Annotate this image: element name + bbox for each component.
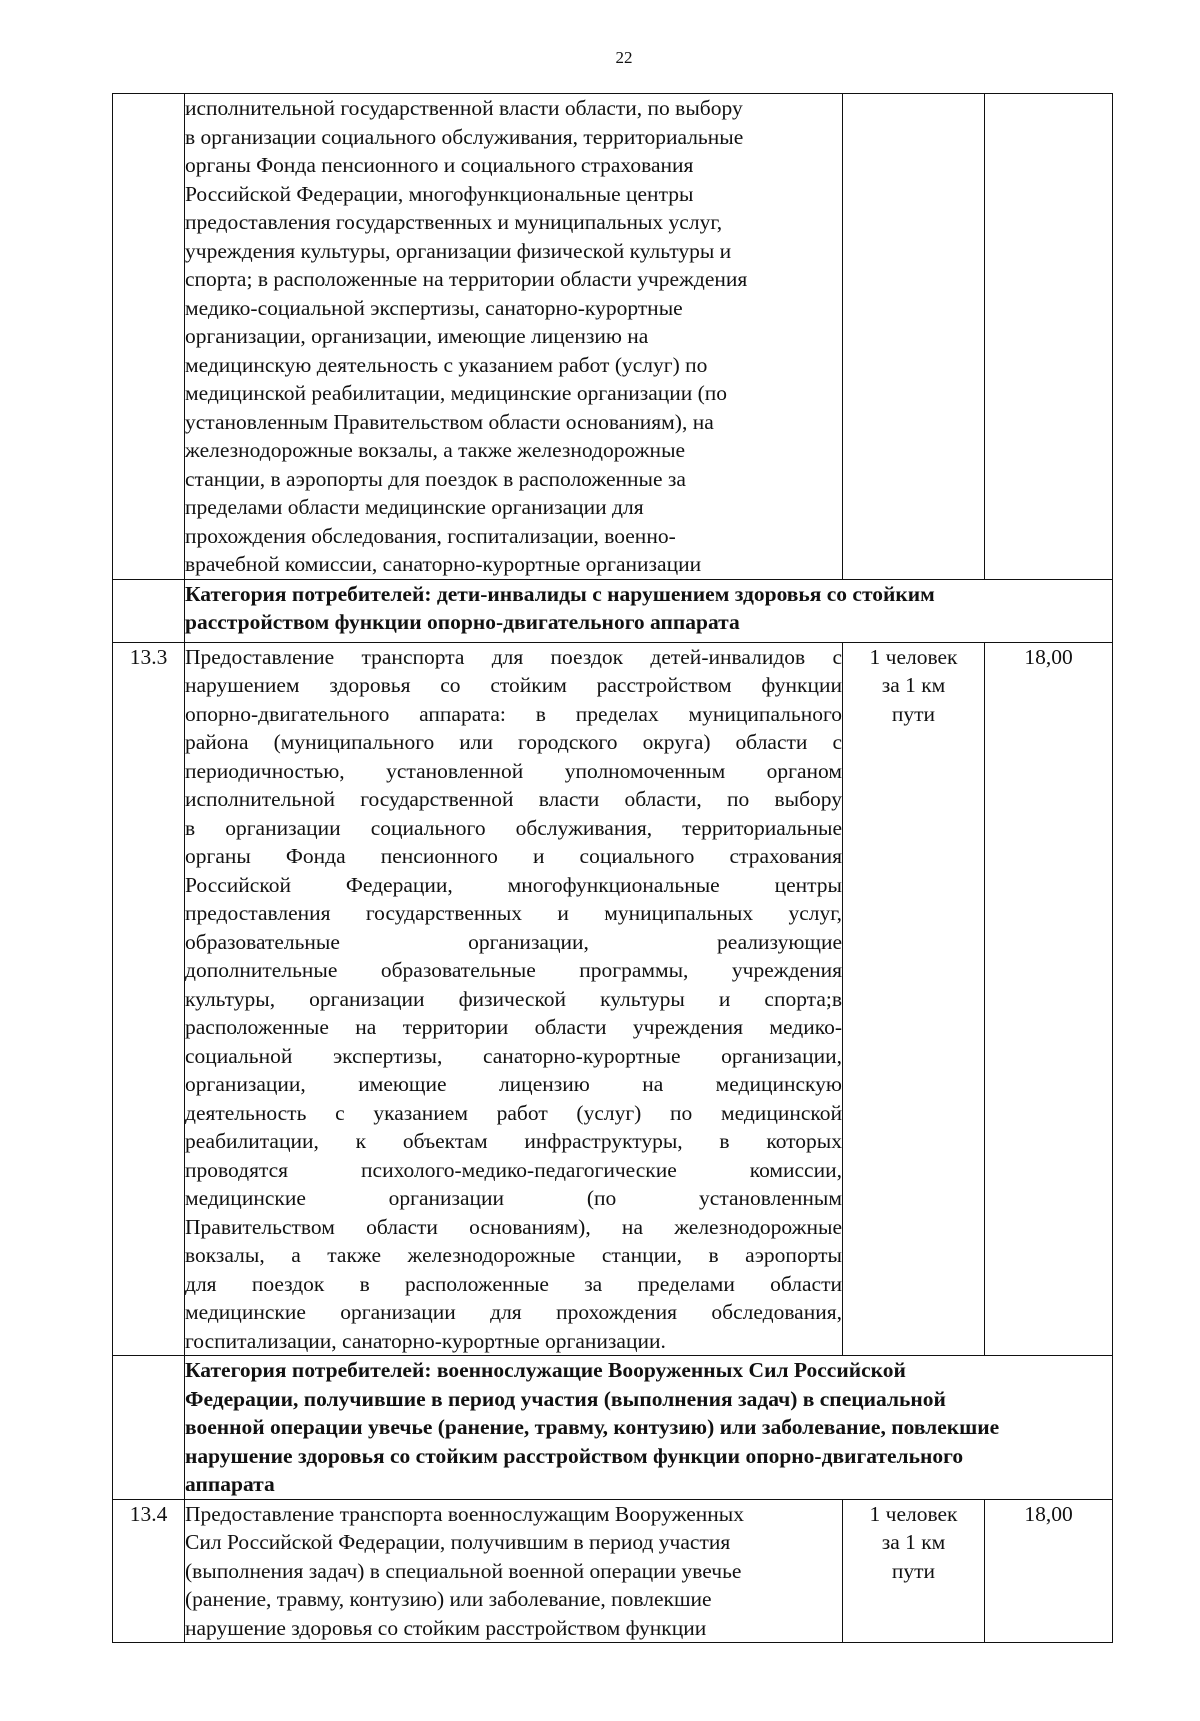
- description-line: (выполнения задач) в специальной военной операции увечье: [185, 1558, 742, 1583]
- description-line: проводятся психолого-медико-педагогические комиссии,: [185, 1157, 842, 1182]
- description-line: предоставления государственных и муниципальных услуг,: [185, 210, 723, 234]
- description-line: Сил Российской Федерации, получившим в период участия: [185, 1530, 731, 1554]
- description-line: нарушением здоровья со стойким расстройством функции: [185, 673, 842, 697]
- unit-cell: [843, 1499, 985, 1643]
- service-description: [185, 94, 843, 580]
- description-line: расположенные на территории области учреждения медико-: [185, 1015, 842, 1039]
- tariff-table: [112, 93, 1113, 1643]
- description-line: нарушение здоровья со стойким расстройством функции: [185, 1615, 707, 1640]
- category-line: Федерации, получившие в период участия (выполнения задач) в специальной: [185, 1386, 946, 1411]
- description-line: организации, организации, имеющие лицензию на: [185, 324, 649, 348]
- table-row-13-3: [113, 642, 1113, 1356]
- description-line: спорта; в расположенные на территории области учреждения: [185, 267, 748, 291]
- description-line: организации, имеющие лицензию на медицинскую: [185, 1072, 842, 1096]
- description-line: предоставления государственных и муниципальных услуг,: [185, 901, 842, 925]
- description-line: Правительством области основаниям), на железнодорожные: [185, 1214, 842, 1239]
- description-line: дополнительные образовательные программы, учреждения: [185, 958, 842, 982]
- service-description: [185, 642, 843, 1356]
- description-line: Предоставление транспорта военнослужащим Вооруженных: [185, 1501, 744, 1526]
- description-line: социальной экспертизы, санаторно-курортные организации,: [185, 1043, 842, 1068]
- description-line: образовательные организации, реализующие: [185, 929, 842, 954]
- description-line: установленным Правительством области основаниям), на: [185, 409, 714, 434]
- description-line: опорно-двигательного аппарата: в пределах муниципального: [185, 701, 842, 726]
- unit-line: 1 человек: [869, 644, 958, 669]
- description-line: деятельность с указанием работ (услуг) по медицинской: [185, 1100, 842, 1125]
- description-line: в организации социального обслуживания, территориальные: [185, 124, 744, 149]
- description-line: медицинские организации (по установленным: [185, 1186, 842, 1210]
- unit-line: за 1 км: [881, 673, 946, 697]
- category-heading: [185, 579, 1113, 642]
- description-line: медико-социальной экспертизы, санаторно-курортные: [185, 295, 683, 320]
- tariff-value: 18,00: [985, 642, 1113, 1356]
- description-line: в организации социального обслуживания, территориальные: [185, 815, 842, 840]
- description-line: (ранение, травму, контузию) или заболевание, повлекшие: [185, 1587, 712, 1611]
- description-line: врачебной комиссии, санаторно-курортные организации: [185, 552, 702, 576]
- description-line: вокзалы, а также железнодорожные станции, в аэропорты: [185, 1243, 842, 1267]
- description-line: пределами области медицинские организации для: [185, 495, 644, 519]
- description-line: исполнительной государственной власти области, по выбору: [185, 787, 842, 811]
- row-number: 13.3: [113, 642, 185, 1356]
- row-number-cell: [113, 94, 185, 580]
- table-row-13-4: [113, 1499, 1113, 1643]
- description-line: органы Фонда пенсионного и социального страхования: [185, 153, 694, 177]
- category-row: [113, 579, 1113, 642]
- description-line: исполнительной государственной власти области, по выбору: [185, 96, 743, 120]
- description-line: учреждения культуры, организации физической культуры и: [185, 238, 732, 263]
- description-line: медицинскую деятельность с указанием работ (услуг) по: [185, 352, 708, 377]
- value-cell: [985, 94, 1113, 580]
- unit-cell: [843, 94, 985, 580]
- unit-cell: [843, 642, 985, 1356]
- description-line: прохождения обследования, госпитализации, военно-: [185, 523, 676, 548]
- category-line: Категория потребителей: дети-инвалиды с нарушением здоровья со стойким: [185, 581, 935, 606]
- unit-line: 1 человек: [869, 1501, 958, 1526]
- unit-line: пути: [891, 1558, 936, 1583]
- unit-line: пути: [891, 701, 936, 726]
- description-line: станции, в аэропорты для поездок в расположенные за: [185, 466, 686, 491]
- service-description: [185, 1499, 843, 1643]
- category-heading: [185, 1356, 1113, 1500]
- category-line: военной операции увечье (ранение, травму, контузию) или заболевание, повлекшие: [185, 1415, 1000, 1439]
- description-line: медицинские организации для прохождения обследования,: [185, 1300, 842, 1324]
- description-line: реабилитации, к объектам инфраструктуры, в которых: [185, 1129, 842, 1153]
- description-line: культуры, организации физической культуры и спорта;в: [185, 986, 842, 1011]
- page-number: 22: [615, 48, 633, 67]
- category-line: нарушение здоровья со стойким расстройством функции опорно-двигательного: [185, 1443, 964, 1468]
- description-line: Российской Федерации, многофункциональные центры: [185, 181, 694, 206]
- category-row: [113, 1356, 1113, 1500]
- description-line: Предоставление транспорта для поездок детей-инвалидов с: [185, 644, 842, 669]
- row-number: 13.4: [113, 1499, 185, 1643]
- category-line: Категория потребителей: военнослужащие Вооруженных Сил Российской: [185, 1358, 906, 1382]
- description-line: медицинской реабилитации, медицинские организации (по: [185, 381, 728, 405]
- description-line: госпитализации, санаторно-курортные организации.: [185, 1328, 666, 1353]
- row-number-cell: [113, 1356, 185, 1500]
- description-line: железнодорожные вокзалы, а также железнодорожные: [185, 438, 686, 462]
- continuation-row: [113, 94, 1113, 580]
- tariff-value: 18,00: [985, 1499, 1113, 1643]
- description-line: органы Фонда пенсионного и социального страхования: [185, 844, 842, 868]
- description-line: Российской Федерации, многофункциональные центры: [185, 872, 842, 897]
- description-line: периодичностью, установленной уполномоченным органом: [185, 758, 842, 783]
- category-line: расстройством функции опорно-двигательного аппарата: [185, 610, 740, 634]
- description-line: для поездок в расположенные за пределами области: [185, 1271, 842, 1296]
- description-line: района (муниципального или городского округа) области с: [185, 730, 842, 754]
- unit-line: за 1 км: [881, 1530, 946, 1554]
- category-line: аппарата: [185, 1472, 275, 1496]
- row-number-cell: [113, 579, 185, 642]
